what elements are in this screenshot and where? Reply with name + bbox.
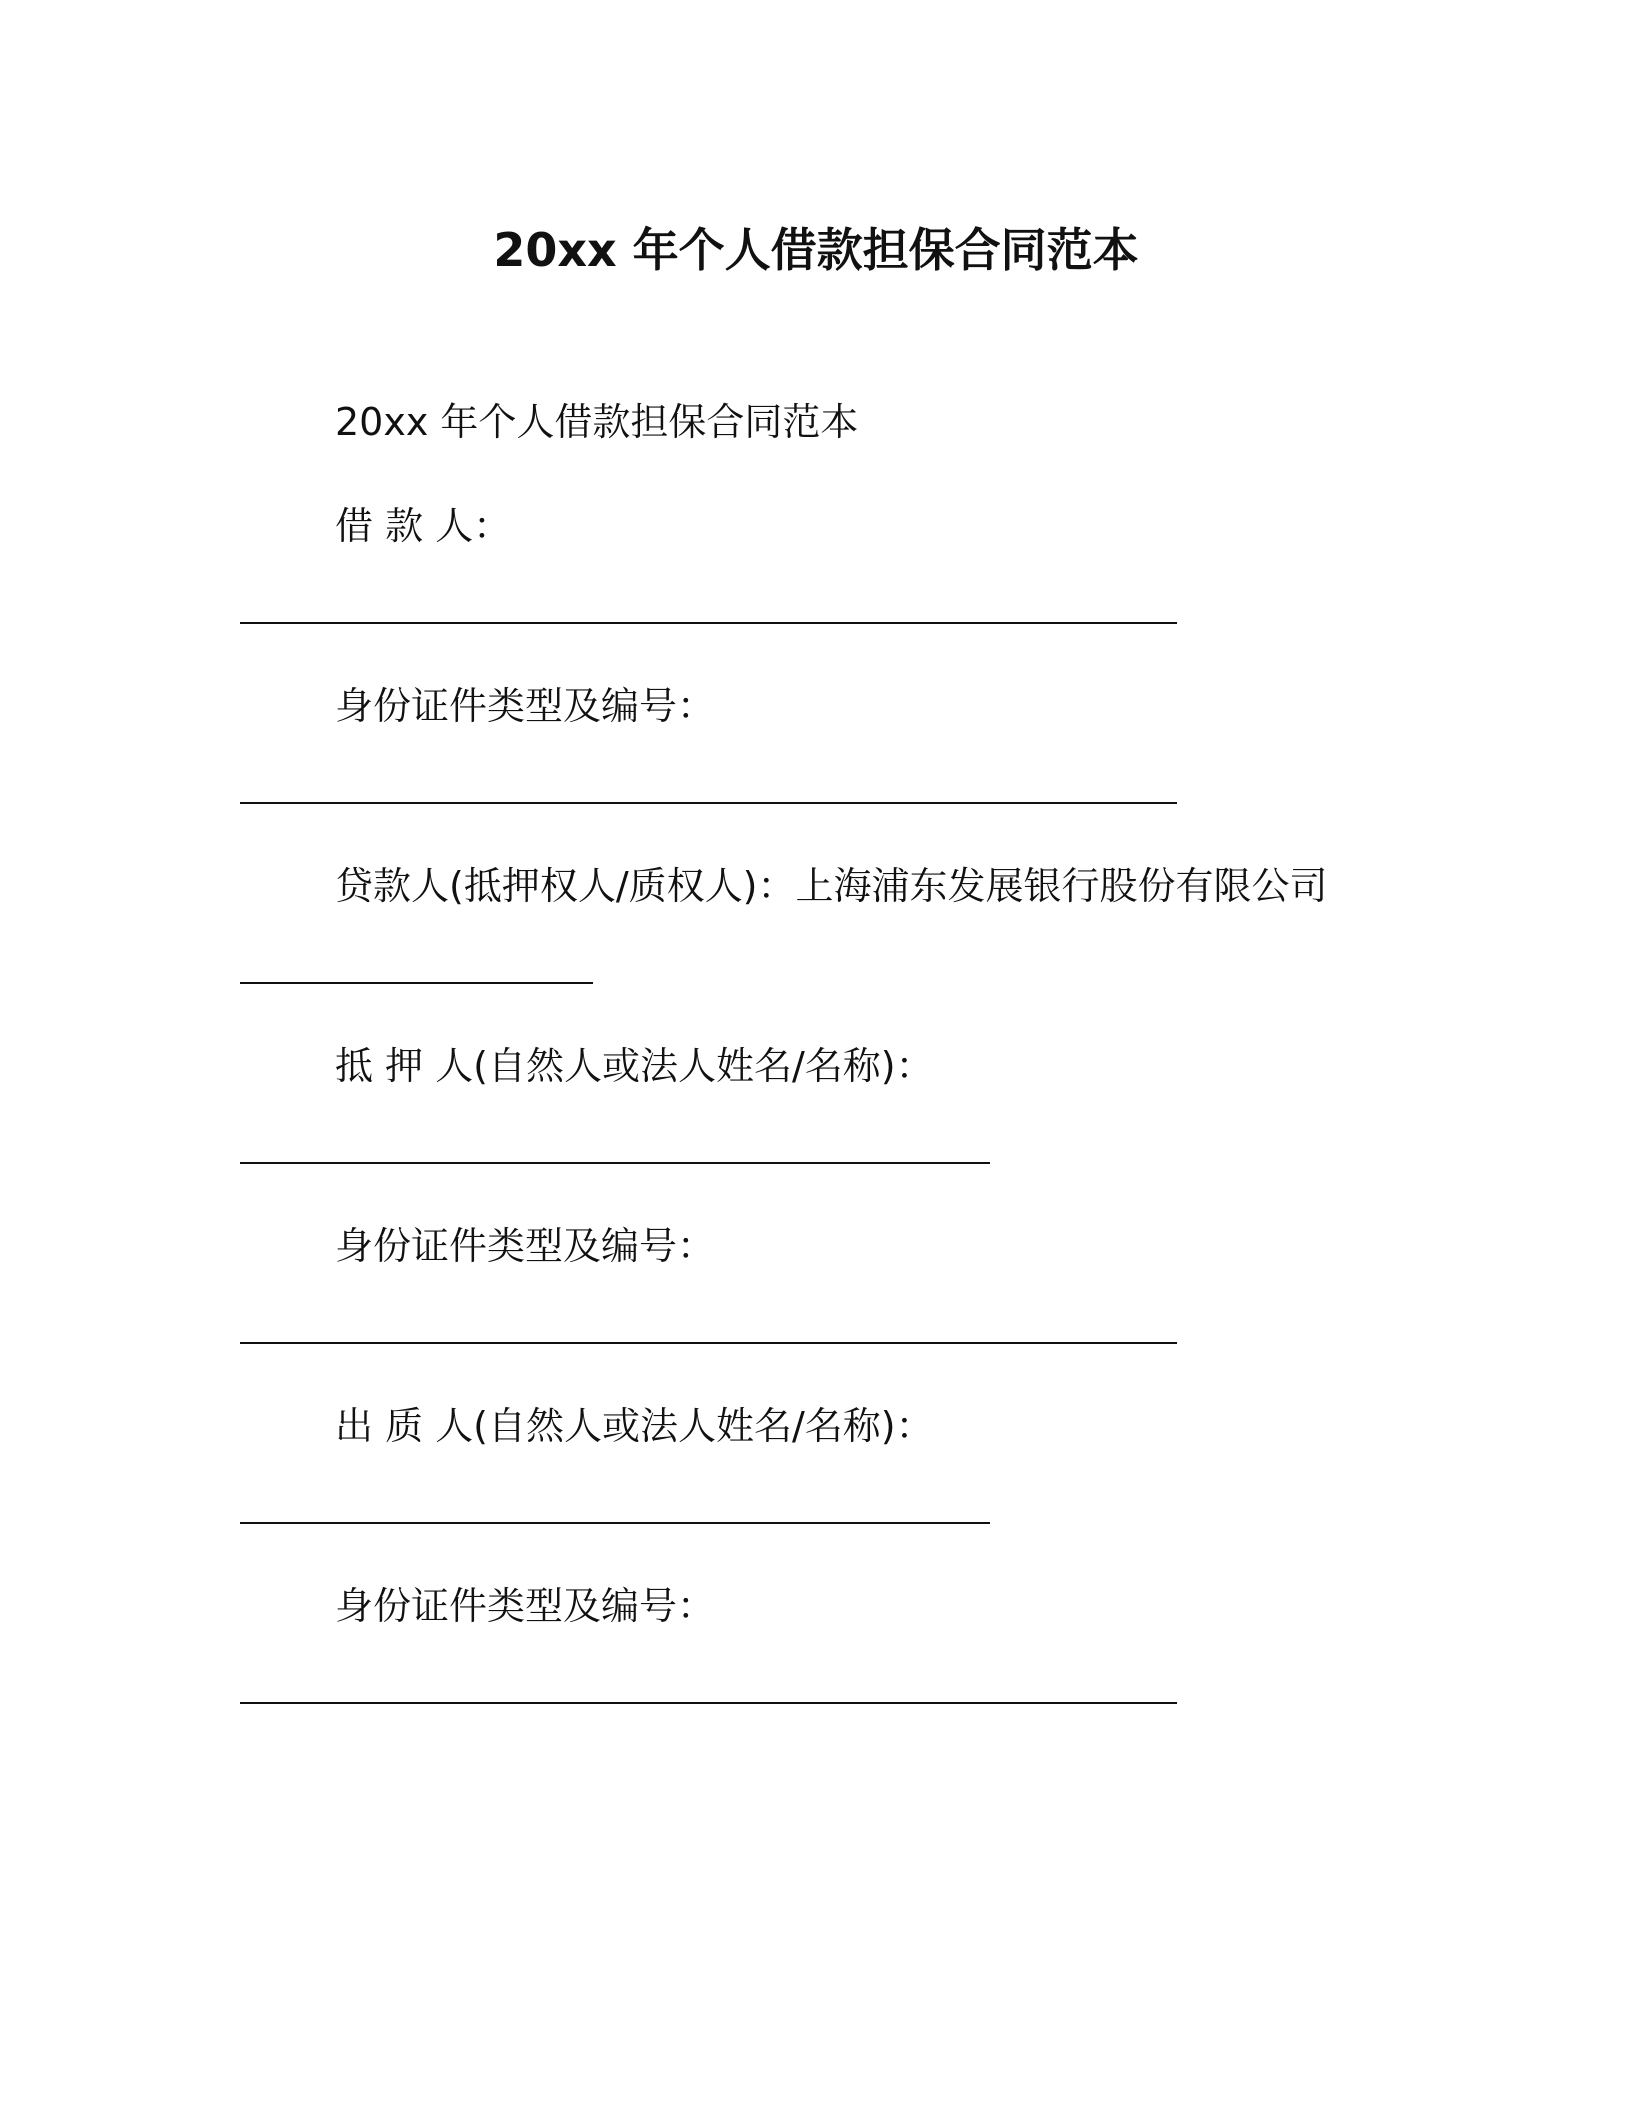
fill-line-borrower-id <box>240 802 1177 804</box>
field-label-pledgor-id: 身份证件类型及编号： <box>335 1584 716 1628</box>
field-label-borrower: 借 款 人： <box>335 504 512 548</box>
field-label-lender: 贷款人(抵押权人/质权人)：上海浦东发展银行股份有限公司 <box>335 864 1328 908</box>
fill-line-pledgor <box>240 1522 990 1524</box>
field-label-mortgagor: 抵 押 人(自然人或法人姓名/名称)： <box>335 1044 934 1088</box>
document-subtitle: 20xx 年个人借款担保合同范本 <box>335 400 859 444</box>
fill-line-borrower <box>240 622 1177 624</box>
field-label-pledgor: 出 质 人(自然人或法人姓名/名称)： <box>335 1404 934 1448</box>
field-label-borrower-id: 身份证件类型及编号： <box>335 684 716 728</box>
fill-line-lender <box>240 982 593 984</box>
field-label-mortgagor-id: 身份证件类型及编号： <box>335 1224 716 1268</box>
fill-line-pledgor-id <box>240 1702 1177 1704</box>
fill-line-mortgagor-id <box>240 1342 1177 1344</box>
fill-line-mortgagor <box>240 1162 990 1164</box>
page-title: 20xx 年个人借款担保合同范本 <box>493 223 1139 277</box>
